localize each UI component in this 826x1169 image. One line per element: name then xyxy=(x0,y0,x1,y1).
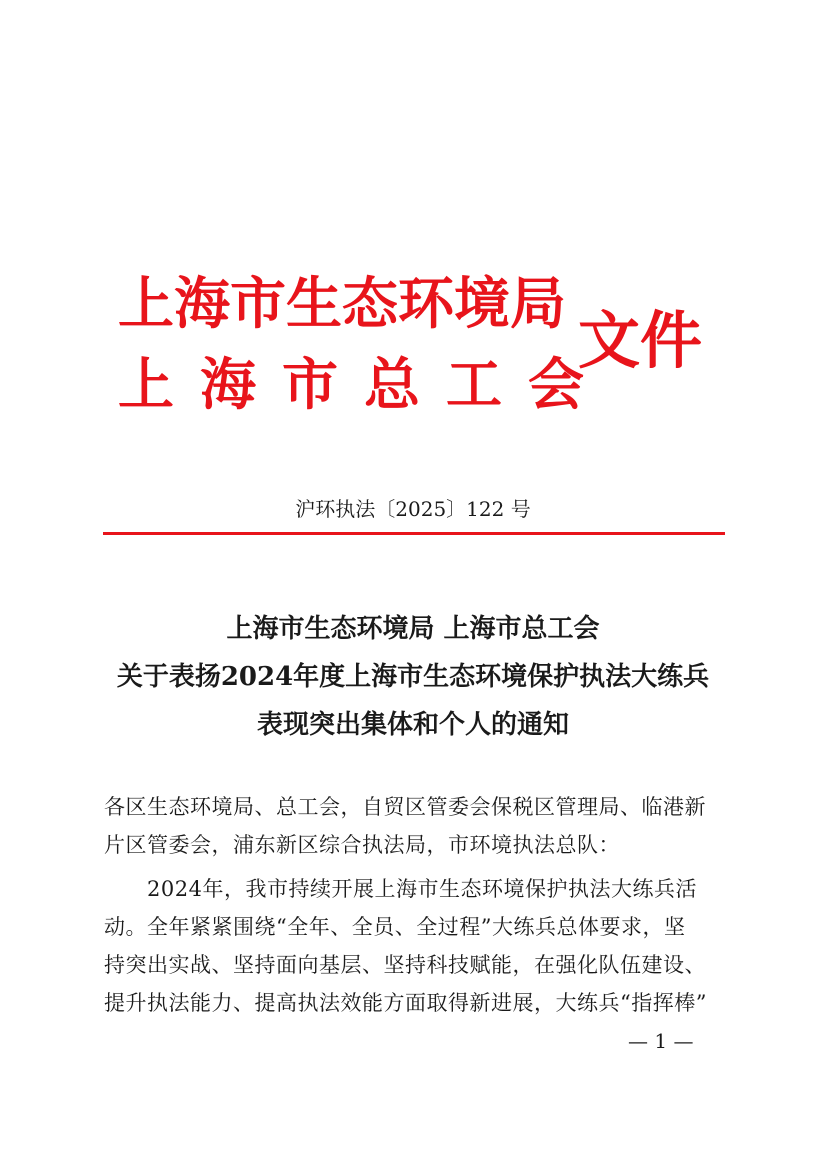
document-number: 沪环执法〔2025〕122 号 xyxy=(295,497,531,521)
body-paragraph-line: 提升执法能力、提高执法效能方面取得新进展，大练兵“指挥棒” xyxy=(104,991,707,1015)
addressee-line-1: 各区生态环境局、总工会，自贸区管委会保税区管理局、临港新 xyxy=(104,795,706,819)
body-paragraph-line: 动。全年紧紧围绕“全年、全员、全过程”大练兵总体要求，坚 xyxy=(104,915,686,939)
body-paragraph-line: 2024年，我市持续开展上海市生态环境保护执法大练兵活 xyxy=(104,877,697,901)
issuer-name-environment-bureau: 上海市生态环境局 xyxy=(118,272,566,337)
notice-title-line-3: 表现突出集体和个人的通知 xyxy=(256,710,569,740)
page-number: — 1 — xyxy=(628,1029,694,1053)
notice-title-line-2: 关于表扬2024年度上海市生态环境保护执法大练兵 xyxy=(116,662,710,692)
body-paragraph-line: 持突出实战、坚持面向基层、坚持科技赋能，在强化队伍建设、 xyxy=(104,953,706,977)
notice-title-line-1: 上海市生态环境局 上海市总工会 xyxy=(226,614,600,644)
issuer-name-federation-of-trade-unions: 上海市总工会 xyxy=(118,353,610,418)
addressee-line-2: 片区管委会，浦东新区综合执法局，市环境执法总队： xyxy=(104,833,620,857)
red-divider-line xyxy=(103,532,725,535)
file-label: 文件 xyxy=(578,304,703,377)
